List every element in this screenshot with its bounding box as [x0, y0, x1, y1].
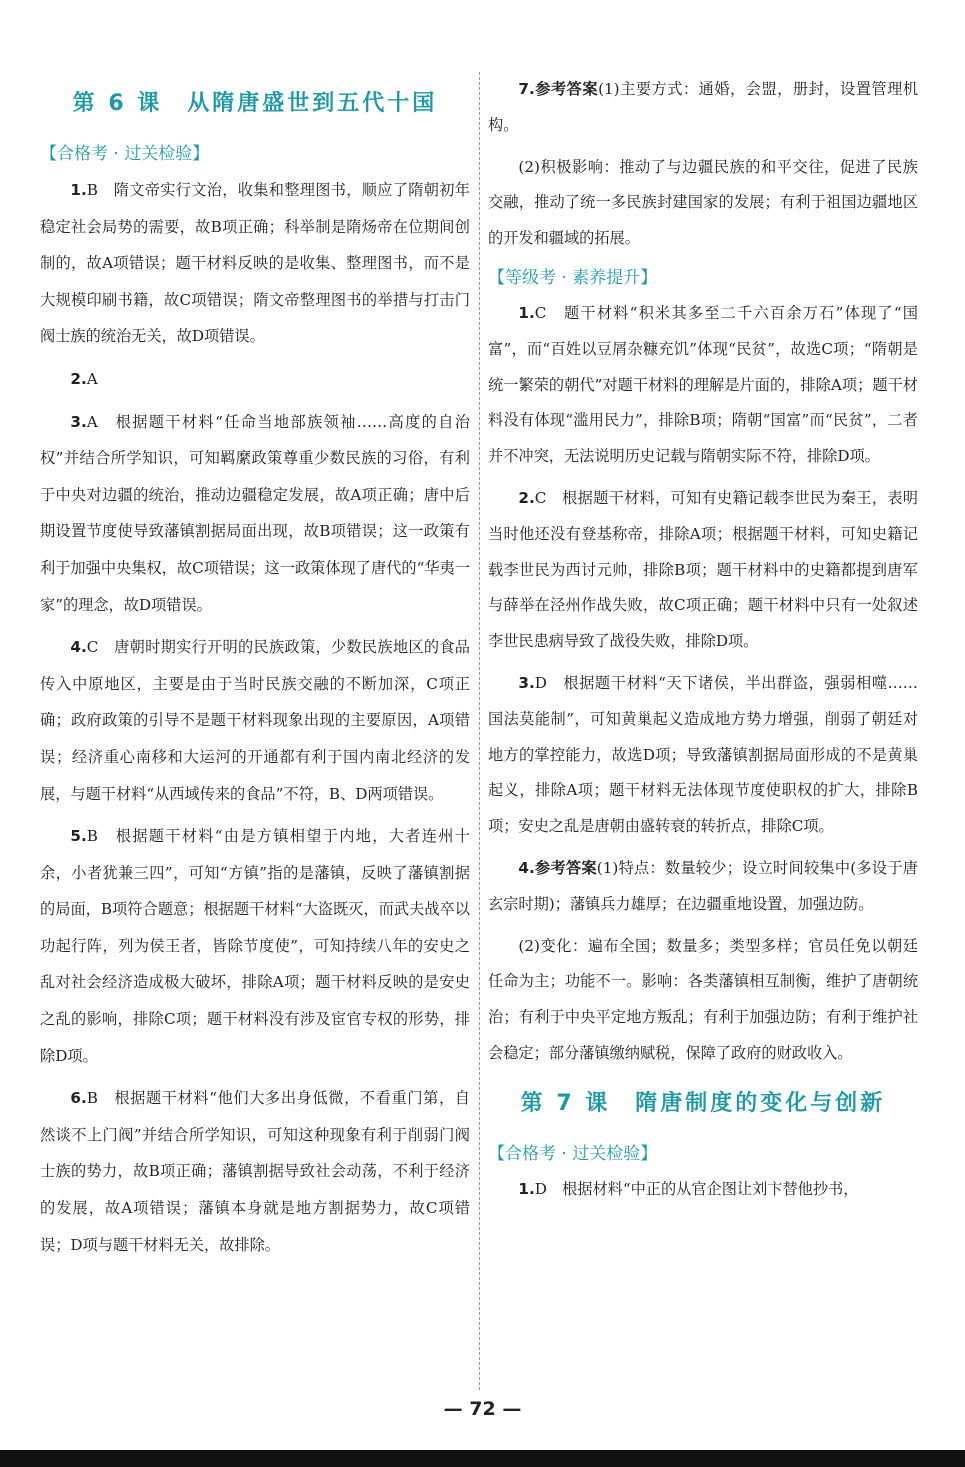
answer-item	[488, 1172, 918, 1208]
bottom-edge-bar	[0, 1450, 965, 1467]
answer-number: 7.	[518, 80, 535, 98]
section-heading-level: 【等级考 · 素养提升】	[488, 267, 658, 288]
answer-text: (1)主要方式：通婚，会盟，册封，设置管理机构。	[488, 80, 919, 134]
answer-item	[40, 361, 470, 398]
section-heading-qualify: 【合格考 · 过关检验】	[40, 144, 210, 164]
answer-item	[40, 172, 470, 355]
answer-number: 1.	[518, 303, 535, 322]
answer-number: 2.	[518, 488, 535, 507]
answer-number: 6.	[70, 1089, 87, 1108]
answer-paragraph: (2)积极影响：推动了与边疆民族的和平交往，促进了民族交融，推动了统一多民族封建国家的发展；有利于祖国边疆地区的开发和疆域的拓展。	[488, 157, 918, 248]
right-column	[488, 72, 918, 1214]
answer-item	[40, 818, 470, 1074]
answer-text: C 题干材料“积米其多至二千六百余万石”体现了“国富”，而“百姓以豆屑杂糠充饥”体现“民贫”，故选C项；“隋朝是统一繁荣的朝代”对题干材料的理解是片面的，排除A项；题干材料没有体现“滥用民力”，排除B项；隋朝“国富”而“民贫”，二者并不冲突，无法说明历史记载与隋朝实际不符，排除D项。	[488, 303, 918, 466]
answer-number: 1.	[70, 181, 87, 199]
answer-item	[40, 1080, 470, 1263]
answer-text: A 根据题干材料“任命当地部族领袖……高度的自治权”并结合所学知识，可知羁縻政策尊重少数民族的习俗，有利于中央对边疆的统治，推动边疆稳定发展，故A项正确；唐中后期设置节度使导致藩镇割据局面出现，故B项错误；这一政策有利于加强中央集权，故C项错误；这一政策体现了唐代的“华夷一家”的理念，故D项错误。	[40, 412, 470, 614]
answer-text: D 根据材料“中正的从官企图让刘卞替他抄书，	[534, 1179, 859, 1198]
answer-text: B 隋文帝实行文治，收集和整理图书，顺应了隋朝初年稳定社会局势的需要，故B项正确；科举制是隋炀帝在位期间创制的，故A项错误；题干材料反映的是收集、整理图书，而不是大规模印刷书籍，故C项错误；隋文帝整理图书的举措与打击门阀士族的统治无关，故D项错误。	[40, 181, 470, 346]
answer-text: B 根据题干材料“由是方镇相望于内地，大者连州十余，小者犹兼三四”，可知“方镇”指的是藩镇，反映了藩镇割据的局面，B项符合题意；根据题干材料“大盗既灭，而武夫战卒以功起行阵，列为侯王者，皆除节度使”，可知持续八年的安史之乱对社会经济造成极大破坏，排除A项；题干材料反映的是安史之乱的影响，排除C项；题干材料没有涉及宦官专权的形势，排除D项。	[40, 827, 470, 1065]
left-column	[40, 72, 470, 1269]
answer-number: 1.	[518, 1179, 535, 1198]
column-divider	[479, 72, 480, 1390]
page-number: — 72 —	[443, 1398, 522, 1420]
lesson-7-title: 第 7 课 隋唐制度的变化与创新	[520, 1090, 886, 1116]
answer-number: 3.	[70, 412, 87, 431]
answer-item	[488, 72, 918, 144]
answer-text: B 根据题干材料“他们大多出身低微，不看重门第，自然谈不上门阀”并结合所学知识，可知这种现象有利于削弱门阀士族的势力，故B项正确；藩镇割据导致社会动荡，不利于经济的发展，故A项错误；藩镇本身就是地方割据势力，故C项错误；D项与题干材料无关，故排除。	[40, 1089, 470, 1254]
answer-text: (1)特点：数量较少；设立时间较集中(多设于唐玄宗时期)；藩镇兵力雄厚；在边疆重地设置，加强边防。	[488, 858, 918, 913]
answer-number: 3.	[518, 673, 535, 692]
answer-text: D 根据题干材料“天下诸侯，半出群盗，强弱相噬……国法莫能制”，可知黄巢起义造成地方势力增强，削弱了朝廷对地方的掌控能力，故选D项；导致藩镇割据局面形成的不是黄巢起义，排除A项；题干材料无法体现节度使职权的扩大，排除B项；安史之乱是唐朝由盛转衰的转折点，排除C项。	[488, 673, 918, 836]
reference-answer-label: 参考答案	[534, 858, 597, 877]
answer-number: 2.	[70, 369, 87, 388]
answer-number: 4.	[518, 858, 535, 877]
answer-number: 5.	[70, 827, 87, 846]
reference-answer-label: 参考答案	[534, 80, 599, 98]
answer-text: A	[86, 369, 98, 388]
answer-item	[488, 296, 918, 475]
answer-item	[488, 851, 918, 923]
section-heading-qualify-2: 【合格考 · 过关检验】	[488, 1143, 658, 1164]
answer-text: C 根据题干材料，可知有史籍记载李世民为秦王，表明当时他还没有登基称帝，排除A项；根据题干材料，可知史籍记载李世民为西讨元帅，排除B项；题干材料中的史籍都提到唐军与薛举在泾州作战失败，故C项正确；题干材料中只有一处叙述李世民患病导致了战役失败，排除D项。	[488, 488, 918, 651]
lesson-6-title: 第 6 课 从隋唐盛世到五代十国	[72, 91, 438, 116]
answer-item	[40, 629, 470, 812]
answer-item	[488, 481, 918, 660]
answer-item	[40, 404, 470, 624]
answer-item	[488, 666, 918, 845]
answer-number: 4.	[70, 638, 87, 657]
answer-paragraph: (2)变化：遍布全国；数量多；类型多样；官员任免以朝廷任命为主；功能不一。影响：各类藩镇相互制衡，维护了唐朝统治；有利于中央平定地方叛乱；有利于加强边防；有利于维护社会稳定；部分藩镇缴纳赋税，保障了政府的财政收入。	[488, 936, 918, 1062]
answer-text: C 唐朝时期实行开明的民族政策，少数民族地区的食品传入中原地区，主要是由于当时民族交融的不断加深，C项正确；政府政策的引导不是题干材料现象出现的主要原因，A项错误；经济重心南移和大运河的开通都有利于国内南北经济的发展，与题干材料“从西域传来的食品”不符，B、D两项错误。	[40, 638, 470, 803]
